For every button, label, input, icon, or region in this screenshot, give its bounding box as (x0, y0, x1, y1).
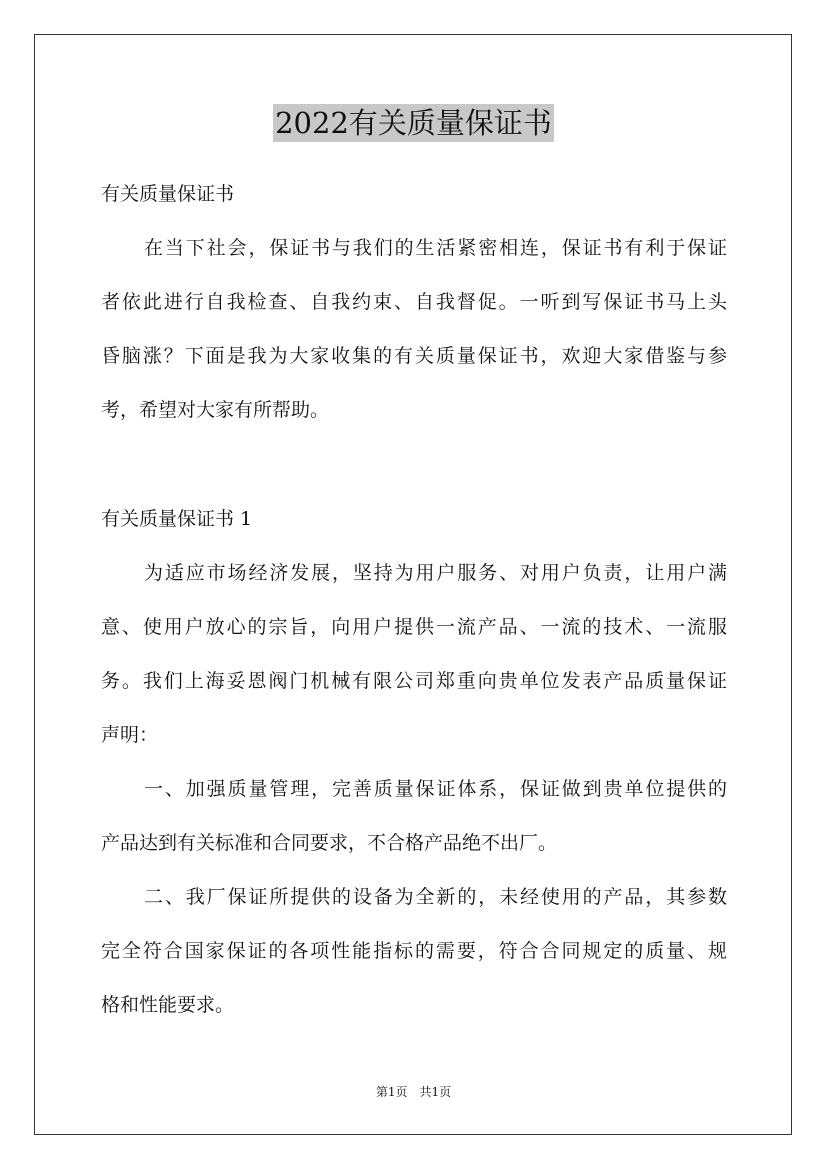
intro-line-2: 者依此进行自我检查、自我约束、自我督促。一听到写保证书马上头 (101, 291, 727, 313)
para1-line-2: 意、使用户放心的宗旨，向用户提供一流产品、一流的技术、一流服 (101, 616, 727, 638)
para3-line-1: 二、我厂保证所提供的设备为全新的，未经使用的产品，其参数 (144, 886, 727, 908)
para3-line-3: 格和性能要求。 (101, 994, 235, 1016)
intro-line-4: 考，希望对大家有所帮助。 (101, 399, 330, 421)
para1-line-4: 声明： (101, 724, 159, 746)
para2-line-1: 一、加强质量管理，完善质量保证体系，保证做到贵单位提供的 (144, 778, 727, 800)
para3-line-2: 完全符合国家保证的各项性能指标的需要，符合合同规定的质量、规 (101, 940, 727, 962)
para1-line-3: 务。我们上海妥恩阀门机械有限公司郑重向贵单位发表产品质量保证 (101, 670, 727, 692)
document-title: 2022有关质量保证书 (275, 106, 552, 140)
section-heading-intro: 有关质量保证书 (101, 183, 235, 205)
para1-line-1: 为适应市场经济发展，坚持为用户服务、对用户负责，让用户满 (144, 562, 727, 584)
intro-line-3: 昏脑涨？下面是我为大家收集的有关质量保证书，欢迎大家借鉴与参 (101, 345, 727, 367)
para2-line-2: 产品达到有关标准和合同要求，不合格产品绝不出厂。 (101, 832, 558, 854)
page-number-footer: 第1页 共1页 (375, 1085, 452, 1099)
section-heading-1: 有关质量保证书 1 (101, 508, 253, 530)
title-container (0, 104, 827, 142)
intro-line-1: 在当下社会，保证书与我们的生活紧密相连，保证书有利于保证 (144, 237, 727, 259)
